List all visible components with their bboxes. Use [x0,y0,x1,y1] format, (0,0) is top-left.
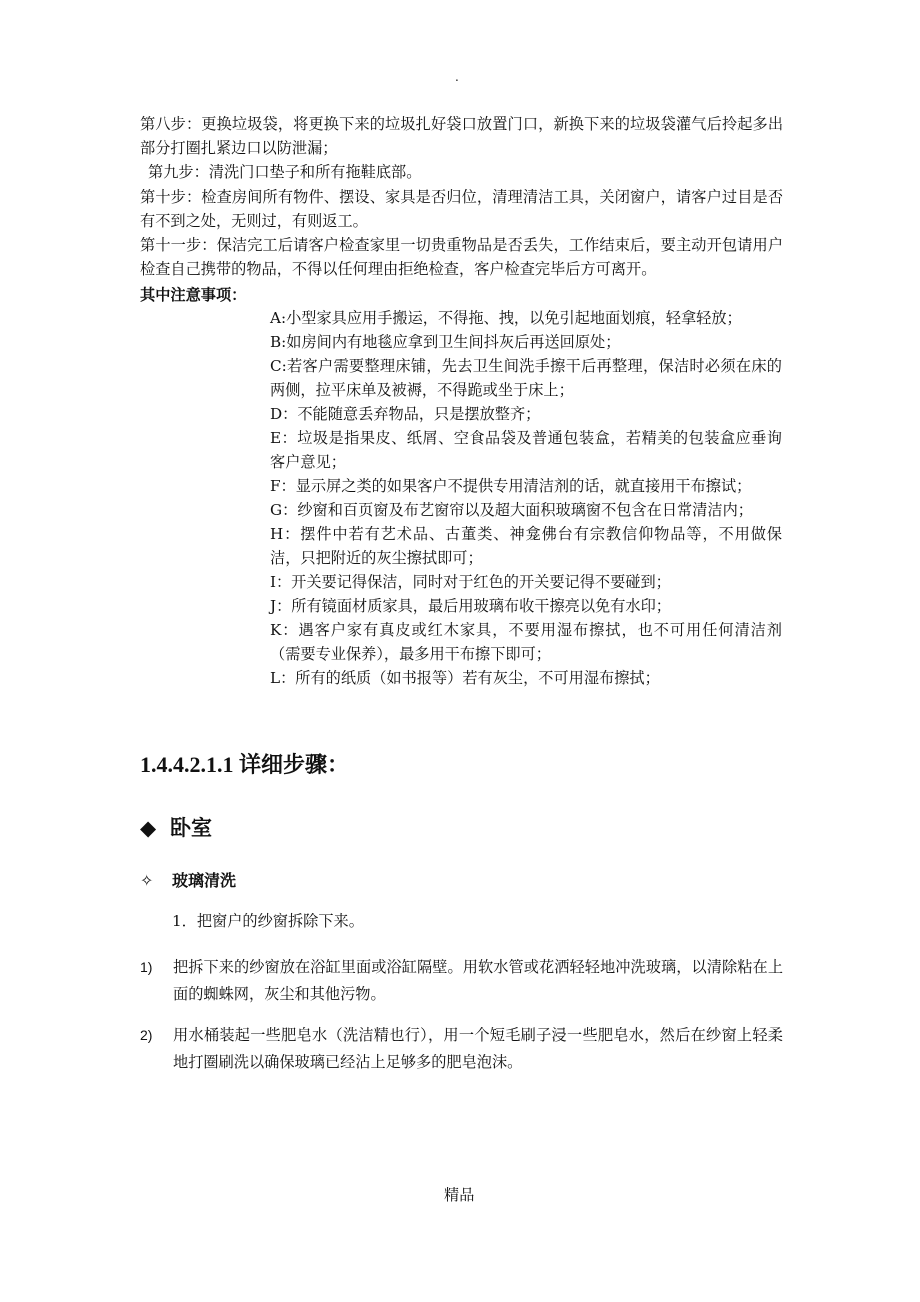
note-item: F：显示屏之类的如果客户不提供专用清洁剂的话，就直接用干布擦试； [270,477,752,495]
item-text: 把拆下来的纱窗放在浴缸里面或浴缸隔壁。用软水管或花洒轻轻地冲洗玻璃，以清除粘在上面的蜘蛛网，灰尘和其他污物。 [173,958,783,1003]
footer-text: 精品 [444,1186,475,1204]
room-label: 卧室 [170,816,212,840]
subsection-label: 玻璃清洗 [172,871,237,890]
notes-heading: 其中注意事项： [140,286,247,304]
note-item: A:小型家具应用手搬运，不得拖、拽，以免引起地面划痕，轻拿轻放； [270,309,742,327]
step-eight: 第八步：更换垃圾袋，将更换下来的垃圾扎好袋口放置门口，新换下来的垃圾袋灌气后拎起多出部分打圈扎紧边口以防泄漏； [140,115,783,157]
star-bullet-icon: ✧ [140,871,154,890]
note-item: L：所有的纸质（如书报等）若有灰尘，不可用湿布擦拭； [270,669,660,687]
section-title: 1.4.4.2.1.1 详细步骤： [140,752,350,777]
header-mark: . [455,70,459,84]
numbered-item [140,1022,783,1076]
note-item: E：垃圾是指果皮、纸屑、空食品袋及普通包装盒，若精美的包装盒应垂询客户意见； [270,429,782,471]
note-item: J：所有镜面材质家具，最后用玻璃布收干擦亮以免有水印； [270,597,671,615]
step-one: 1．把窗户的纱窗拆除下来。 [172,912,364,930]
step-ten: 第十步：检查房间所有物件、摆设、家具是否归位，清理清洁工具，关闭窗户，请客户过目是否有不到之处，无则过，有则返工。 [140,188,783,230]
note-item: B:如房间内有地毯应拿到卫生间抖灰后再送回原处； [270,333,621,351]
note-item: C:若客户需要整理床铺，先去卫生间洗手擦干后再整理，保洁时必须在床的两侧，拉平床单及被褥，不得跪或坐于床上； [270,357,782,399]
note-item: I：开关要记得保洁，同时对于红色的开关要记得不要碰到； [270,573,671,591]
note-item: H：摆件中若有艺术品、古董类、神龛佛台有宗教信仰物品等，不用做保洁，只把附近的灰尘擦拭即可； [270,525,782,567]
numbered-item [140,954,783,1008]
subsection-heading [140,868,236,891]
step-eleven: 第十一步：保洁完工后请客户检查家里一切贵重物品是否丢失，工作结束后，要主动开包请用户检查自己携带的物品，不得以任何理由拒绝检查，客户检查完毕后方可离开。 [140,236,783,278]
note-item: G：纱窗和百页窗及布艺窗帘以及超大面积玻璃窗不包含在日常清洁内； [270,501,753,519]
item-number: 2) [140,1027,153,1043]
diamond-bullet-icon: ◆ [140,816,157,840]
note-item: D：不能随意丢弃物品，只是摆放整齐； [270,405,541,423]
note-item: K：遇客户家有真皮或红木家具，不要用湿布擦拭，也不可用任何清洁剂（需要专业保养），最多用干布擦下即可； [270,621,782,663]
item-number: 1) [140,959,153,975]
step-nine: 第九步：清洗门口垫子和所有拖鞋底部。 [148,163,422,181]
room-heading [140,812,212,842]
item-text: 用水桶装起一些肥皂水（洗洁精也行），用一个短毛刷子浸一些肥皂水，然后在纱窗上轻柔地打圈刷洗以确保玻璃已经沾上足够多的肥皂泡沫。 [173,1026,783,1071]
notes-list [270,306,782,690]
